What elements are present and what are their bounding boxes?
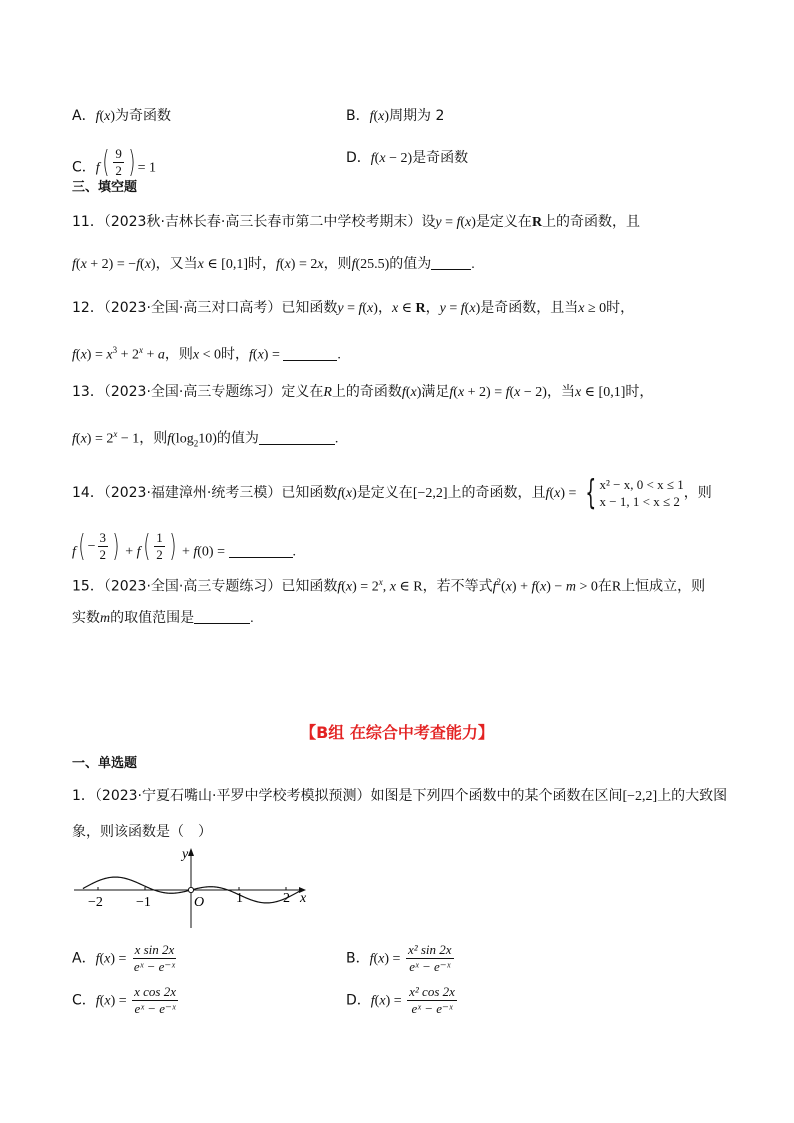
question-number: 1． — [72, 788, 95, 804]
section-title-single-choice: 一、单选题 — [72, 756, 138, 771]
option-text: 周期为 2 — [389, 108, 445, 124]
question-15-line1: 15．（2023·全国·高三专题练习）已知函数$f(x) = 2^x$, x ∈ R，若不等式$f^2(x) + f(x) - m > 0$在R上恒成立，则 — [72, 577, 706, 595]
q10-option-c: C．f ( $\frac{9}{2}$ ) = 1 — [72, 144, 157, 180]
text: ，则 — [139, 430, 168, 447]
y-axis-label: y — [182, 847, 189, 862]
answer-blank[interactable] — [259, 430, 335, 445]
question-1-line2: 象，则该函数是（ ） — [72, 824, 212, 840]
text: 时， — [625, 384, 654, 400]
q10-option-b: B．f(x)周期为 2 — [346, 108, 445, 124]
question-1-line1: 1．（2023·宁夏石嘴山·平罗中学校考模拟预测）如图是下列四个函数中的某个函数在区间[−2,2]上的大致图 — [72, 788, 728, 804]
function-graph — [70, 842, 320, 930]
q1-option-c: C．f(x) = $\frac{\text{x cos 2x}}{\text{eˣ − e⁻ˣ}}$ — [72, 984, 176, 1016]
text: ， — [377, 300, 392, 316]
text: 上的奇函数，且 — [447, 485, 546, 501]
question-source: （2023·全国·高三对口高考） — [103, 300, 282, 316]
set-r: R — [531, 215, 543, 230]
text: 时， — [248, 256, 276, 272]
text: 定义在 — [281, 384, 324, 400]
question-source: （2023·福建漳州·统考三模） — [103, 485, 282, 501]
numerator: x² sin 2x — [407, 942, 452, 957]
q1-option-d: D．f(x) = $\frac{\text{x² cos 2x}}{\text{eˣ − e⁻ˣ}}$ — [346, 984, 455, 1016]
text: ，当 — [546, 384, 575, 400]
piece-row: x − 1, 1 < x ≤ 2 — [599, 494, 680, 509]
section-b-title: 【B组 在综合中考查能力】 — [300, 723, 494, 742]
option-label: D． — [346, 150, 371, 166]
denominator: eˣ − e⁻ˣ — [134, 1001, 176, 1016]
text: ，又当 — [155, 256, 198, 272]
tick-label: 2 — [283, 891, 290, 906]
text: 已知函数 — [281, 300, 338, 316]
text: ，则 — [323, 256, 352, 272]
text: 实数 — [72, 610, 100, 626]
text: 的取值范围是 — [110, 610, 195, 626]
answer-blank[interactable] — [194, 609, 250, 624]
denominator: eˣ − e⁻ˣ — [133, 959, 175, 974]
numerator: x² cos 2x — [409, 984, 455, 999]
text: 的值为 — [216, 430, 259, 447]
q1-option-b: B．f(x) = $\frac{\text{x² sin 2x}}{\text{eˣ − e⁻ˣ}}$ — [346, 942, 452, 974]
text: 已知函数 — [281, 485, 338, 501]
piecewise-function: { x² − x, 0 < x ≤ 1 x − 1, 1 < x ≤ 2 — [585, 473, 684, 513]
text: ，则 — [683, 485, 712, 501]
question-source: （2023·全国·高三专题练习） — [103, 384, 282, 400]
question-source: （2023·全国·高三专题练习） — [103, 578, 282, 595]
text: 是奇函数，且当 — [480, 300, 579, 316]
text: 上的奇函数，且 — [542, 214, 641, 230]
text: ，则 — [164, 346, 193, 363]
option-label: B． — [346, 950, 370, 967]
q10-option-d: D．f(x − 2)是奇函数 — [346, 150, 469, 166]
question-15-line2: 实数m的取值范围是 . — [72, 610, 254, 626]
option-label: D． — [346, 992, 371, 1009]
text: 时， — [606, 300, 635, 316]
text: 设 — [421, 214, 436, 230]
question-14-line2: f ( − $\frac{3}{2}$ ) + f ( $\frac{1}{2}$ ) + f(0) = . — [72, 528, 296, 564]
origin-hole — [188, 887, 193, 892]
y-axis-arrow — [188, 848, 194, 856]
tick-label: 1 — [236, 891, 243, 906]
option-text: 为奇函数 — [115, 108, 172, 124]
text: ，若不等式 — [422, 578, 493, 595]
section-title-fill-in: 三、填空题 — [72, 180, 138, 195]
text: 如图是下列四个函数中的某个函数在区间 — [370, 788, 623, 804]
question-number: 11． — [72, 214, 104, 230]
text: 是定义在 — [475, 214, 532, 230]
question-source: （2023·宁夏石嘴山·平罗中学校考模拟预测） — [94, 788, 371, 804]
piece-row: x² − x, 0 < x ≤ 1 — [599, 477, 684, 492]
text: 已知函数 — [281, 578, 338, 595]
text: 满足 — [421, 384, 450, 400]
question-number: 15． — [72, 578, 104, 595]
option-text: 是奇函数 — [412, 150, 469, 166]
text: 的值为 — [389, 256, 432, 272]
question-number: 12． — [72, 300, 104, 316]
tick-label: −1 — [136, 895, 151, 910]
option-label: C． — [72, 992, 96, 1009]
question-11-line1: 11．（2023秋·吉林长春·高三长春市第二中学校考期末）设y = f(x)是定义在R上的奇函数，且 — [72, 214, 641, 230]
text: ， — [425, 300, 440, 316]
text: 是定义在 — [356, 485, 413, 501]
text: 上的大致图 — [657, 788, 728, 804]
x-axis-label: x — [300, 891, 307, 906]
text: 上恒成立，则 — [621, 578, 706, 595]
tick-label: −2 — [88, 895, 103, 910]
answer-blank[interactable] — [431, 255, 471, 270]
text: 在 — [597, 578, 612, 595]
text: 上的奇函数 — [331, 384, 402, 400]
q1-option-a: A．f(x) = $\frac{\text{x sin 2x}}{\text{eˣ − e⁻ˣ}}$ — [72, 942, 175, 974]
question-number: 13． — [72, 384, 104, 400]
text: 时， — [221, 346, 249, 363]
answer-blank[interactable] — [283, 346, 337, 361]
question-source: （2023秋·吉林长春·高三长春市第二中学校考期末） — [103, 214, 422, 230]
question-13-line1: 13．（2023·全国·高三专题练习）定义在R上的奇函数f(x)满足f(x + 2) = f(x − 2)，当x ∈ [0,1]时， — [72, 384, 654, 400]
question-11-line2: f(x + 2) = −f(x)，又当x ∈ [0,1]时，f(x) = 2x，则f(25.5)的值为 . — [72, 256, 475, 272]
question-number: 14． — [72, 485, 104, 501]
option-label: C． — [72, 159, 96, 176]
answer-blank[interactable] — [229, 543, 293, 558]
option-text: = 1 — [137, 160, 157, 176]
numerator: x cos 2x — [134, 984, 176, 999]
option-label: A． — [72, 950, 96, 967]
question-12-line2: $f(x) = x^3 + 2^x + a$，则x < 0时，f(x) = . — [72, 345, 341, 363]
question-13-line2: $f(x) = 2^x - 1$，则$f(\log_210)$的值为 . — [72, 429, 339, 449]
q10-option-a: A．f(x)为奇函数 — [72, 108, 172, 124]
denominator: eˣ − e⁻ˣ — [411, 1001, 453, 1016]
option-label: B． — [346, 108, 370, 124]
numerator: x sin 2x — [134, 942, 175, 957]
question-12-line1: 12．（2023·全国·高三对口高考）已知函数y = f(x)，x ∈ R，y = f(x)是奇函数，且当x ≥ 0时， — [72, 300, 635, 316]
question-14-line1: 14．（2023·福建漳州·统考三模）已知函数f(x)是定义在[−2,2]上的奇函数，且f(x) = { x² − x, 0 < x ≤ 1 x − 1, 1 < x ≤ 2 ，则 — [72, 473, 712, 513]
origin-label: O — [194, 895, 205, 910]
denominator: eˣ − e⁻ˣ — [409, 959, 451, 974]
option-label: A． — [72, 108, 96, 124]
